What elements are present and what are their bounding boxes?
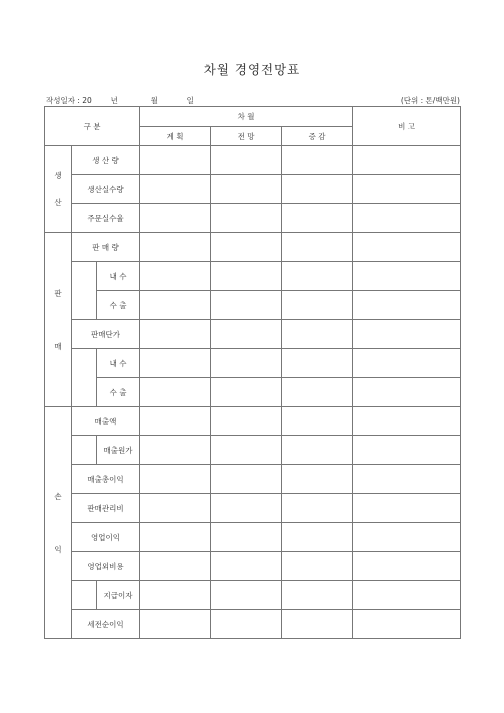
cell-input[interactable] [211, 146, 282, 175]
cell-input[interactable] [140, 146, 211, 175]
cell-input[interactable] [211, 378, 282, 407]
cell-input[interactable] [211, 552, 282, 581]
cell-input[interactable] [140, 378, 211, 407]
group-production [45, 146, 72, 233]
cell-input[interactable] [353, 175, 461, 204]
date-label: 작성일자 : 20 [46, 96, 92, 105]
cell-input[interactable] [140, 552, 211, 581]
cell-input[interactable] [282, 175, 353, 204]
indent-spacer [72, 378, 97, 407]
group-sales-char-1: 판 [54, 288, 62, 298]
cell-input[interactable] [140, 233, 211, 262]
cell-input[interactable] [140, 436, 211, 465]
cell-input[interactable] [353, 262, 461, 291]
cell-input[interactable] [211, 349, 282, 378]
group-profit-char-1: 손 [54, 491, 62, 501]
cell-input[interactable] [140, 581, 211, 610]
cell-input[interactable] [140, 291, 211, 320]
cell-input[interactable] [282, 320, 353, 349]
cell-input[interactable] [211, 233, 282, 262]
cell-input[interactable] [282, 378, 353, 407]
cell-input[interactable] [211, 436, 282, 465]
cell-input[interactable] [211, 291, 282, 320]
group-profit [45, 407, 72, 639]
cell-input[interactable] [211, 610, 282, 639]
cell-input[interactable] [282, 436, 353, 465]
cell-input[interactable] [211, 262, 282, 291]
year-label: 년 [110, 96, 118, 105]
cell-input[interactable] [211, 175, 282, 204]
cell-input[interactable] [211, 581, 282, 610]
cell-input[interactable] [353, 146, 461, 175]
row-label: 수 출 [97, 291, 140, 320]
indent-spacer [72, 436, 97, 465]
cell-input[interactable] [140, 523, 211, 552]
cell-input[interactable] [282, 465, 353, 494]
row-label: 영업이익 [72, 523, 140, 552]
cell-input[interactable] [282, 349, 353, 378]
cell-input[interactable] [282, 407, 353, 436]
document-title: 차월 경영전망표 [203, 62, 301, 77]
row-label: 매출액 [72, 407, 140, 436]
indent-spacer [72, 291, 97, 320]
cell-input[interactable] [140, 610, 211, 639]
cell-input[interactable] [140, 204, 211, 233]
cell-input[interactable] [353, 465, 461, 494]
group-sales-char-2: 매 [54, 341, 62, 351]
cell-input[interactable] [282, 291, 353, 320]
indent-spacer [72, 349, 97, 378]
cell-input[interactable] [211, 465, 282, 494]
date-line [46, 95, 194, 106]
row-label: 영업외비용 [72, 552, 140, 581]
cell-input[interactable] [282, 581, 353, 610]
unit-label: (단위 : 톤/백만원) [400, 96, 460, 105]
row-label: 매출원가 [97, 436, 140, 465]
cell-input[interactable] [282, 610, 353, 639]
row-label: 지급이자 [97, 581, 140, 610]
row-label: 판매단가 [72, 320, 140, 349]
row-label: 생산실수량 [72, 175, 140, 204]
cell-input[interactable] [140, 349, 211, 378]
cell-input[interactable] [211, 407, 282, 436]
row-label: 생 산 량 [72, 146, 140, 175]
cell-input[interactable] [353, 610, 461, 639]
cell-input[interactable] [353, 204, 461, 233]
cell-input[interactable] [353, 581, 461, 610]
cell-input[interactable] [353, 494, 461, 523]
row-label: 세전순이익 [72, 610, 140, 639]
cell-input[interactable] [353, 407, 461, 436]
header-remarks: 비 고 [353, 107, 461, 146]
cell-input[interactable] [353, 552, 461, 581]
cell-input[interactable] [211, 320, 282, 349]
row-label: 판매관리비 [72, 494, 140, 523]
header-month-group: 차 월 [140, 107, 353, 127]
cell-input[interactable] [211, 523, 282, 552]
month-label: 월 [150, 96, 158, 105]
cell-input[interactable] [282, 146, 353, 175]
cell-input[interactable] [353, 233, 461, 262]
row-label: 수 출 [97, 378, 140, 407]
row-label: 주문실수율 [72, 204, 140, 233]
group-production-char-2: 산 [54, 198, 62, 207]
group-profit-char-2: 익 [54, 544, 62, 554]
header-change: 증 감 [282, 127, 353, 146]
row-label: 매출총이익 [72, 465, 140, 494]
indent-spacer [72, 581, 97, 610]
row-label: 판 매 량 [72, 233, 140, 262]
header-forecast: 전 망 [211, 127, 282, 146]
row-label: 내 수 [97, 262, 140, 291]
cell-input[interactable] [140, 175, 211, 204]
cell-input[interactable] [353, 378, 461, 407]
cell-input[interactable] [282, 204, 353, 233]
indent-spacer [72, 262, 97, 291]
row-label: 내 수 [97, 349, 140, 378]
cell-input[interactable] [140, 407, 211, 436]
cell-input[interactable] [282, 262, 353, 291]
cell-input[interactable] [353, 291, 461, 320]
cell-input[interactable] [282, 233, 353, 262]
cell-input[interactable] [140, 262, 211, 291]
cell-input[interactable] [282, 523, 353, 552]
cell-input[interactable] [353, 349, 461, 378]
header-category: 구 분 [45, 107, 140, 146]
day-label: 일 [186, 96, 194, 105]
cell-input[interactable] [353, 320, 461, 349]
header-plan: 계 획 [140, 127, 211, 146]
cell-input[interactable] [353, 436, 461, 465]
cell-input[interactable] [140, 465, 211, 494]
cell-input[interactable] [211, 204, 282, 233]
cell-input[interactable] [282, 552, 353, 581]
cell-input[interactable] [211, 494, 282, 523]
group-sales [45, 233, 72, 407]
cell-input[interactable] [140, 320, 211, 349]
cell-input[interactable] [140, 494, 211, 523]
cell-input[interactable] [282, 494, 353, 523]
cell-input[interactable] [353, 523, 461, 552]
forecast-table [44, 106, 461, 639]
group-production-char-1: 생 [54, 171, 62, 180]
